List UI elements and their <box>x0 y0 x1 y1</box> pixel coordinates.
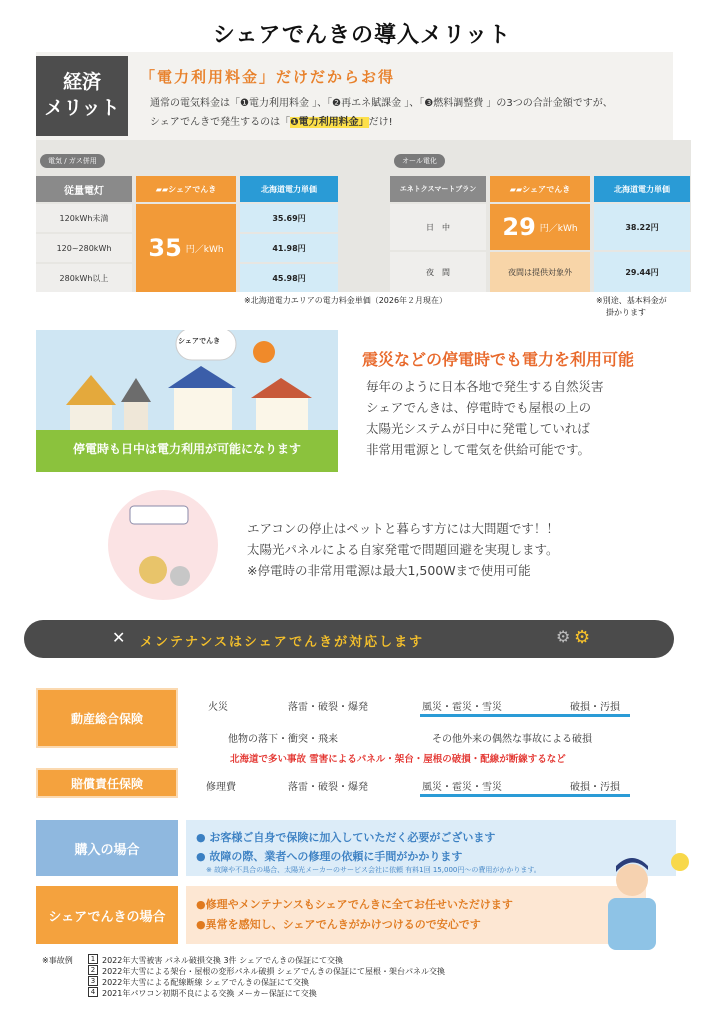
insurance-item: 修理費 <box>206 782 236 793</box>
insurance-item: 火災 <box>208 702 228 713</box>
insurance-item: 破損・汚損 <box>570 782 620 793</box>
insurance-item: 風災・雹災・雪災 <box>422 782 502 793</box>
purchase-point: ● 故障の際、業者への修理の依頼に手間がかかります <box>196 850 463 863</box>
left-table-group-badge: 電気 / ガス併用 <box>40 154 105 168</box>
coverage-bar <box>420 714 630 717</box>
examples-label: ※事故例 <box>42 956 73 965</box>
right-col-header-share <box>490 176 590 202</box>
gear-icon-large: ⚙ <box>574 627 591 648</box>
share-logo-icon: ▰▰ <box>155 184 169 194</box>
right-night-note: 夜間は提供対象外 <box>490 252 590 292</box>
insurance-item: その他外来の偶然な事故による破損 <box>432 734 592 745</box>
lightbulb-icon <box>671 853 689 871</box>
example-item: 2022年大雪による架台・屋根の変形パネル破損 シェアでんきの保証にて屋根・架台パネル交換 <box>102 967 445 976</box>
desc-highlight: ❶電力利用料金」 <box>290 117 369 128</box>
economy-desc-line2 <box>150 113 670 132</box>
pet-body <box>247 518 559 581</box>
right-col-header-plan: エネトクスマートプラン <box>390 176 486 202</box>
left-row-label: 120~280kWh <box>36 234 132 262</box>
example-item: 2021年パワコン初期不良による交換 メーカー保証にて交換 <box>102 989 317 998</box>
economy-label <box>36 56 128 136</box>
left-col-header-share <box>136 176 236 202</box>
left-hepco-price: 45.98円 <box>240 264 338 292</box>
hepco-note: ※北海道電力エリアの電力料金単価（2026年２月現在） <box>244 296 448 305</box>
share-logo-icon: ▰▰ <box>509 184 523 194</box>
left-row-label: 280kWh以上 <box>36 264 132 292</box>
economy-label-line1: 経済 <box>62 71 101 93</box>
example-number: 3 <box>88 976 98 986</box>
right-share-price <box>490 204 590 250</box>
left-share-logo-text: シェアでんき <box>168 184 217 194</box>
example-item: 2022年大雪被害 パネル破損交換 3件 シェアでんきの保証にて交換 <box>102 956 344 965</box>
economy-heading: 「電力利用料金」だけだからお得 <box>140 68 396 86</box>
property-insurance-label: 動産総合保険 <box>36 688 178 748</box>
insurance-item: 落雷・破裂・爆発 <box>288 782 368 793</box>
pet-line: エアコンの停止はペットと暮らす方には大問題です！！ <box>247 521 559 536</box>
left-hepco-price: 35.69円 <box>240 204 338 232</box>
example-item: 2022年大雪による配線断線 シェアでんきの保証にて交換 <box>102 978 309 987</box>
left-share-price <box>136 204 236 292</box>
example-number: 1 <box>88 954 98 964</box>
illustration-caption: 停電時も日中は電力利用が可能になります <box>72 442 301 456</box>
economy-desc-line1: 通常の電気料金は「❶電力利用料金 」、「❷再エネ賦課金 」、「❸燃料調整費 」の3つの合計金額ですが、 <box>150 98 613 109</box>
desc-pre: シェアでんきで発生するのは「 <box>150 117 291 128</box>
insurance-item: 落雷・破裂・爆発 <box>288 702 368 713</box>
right-row-label: 日 中 <box>390 204 486 250</box>
left-col-header-plan: 従量電灯 <box>36 176 132 202</box>
right-share-logo-text: シェアでんき <box>522 184 571 194</box>
cat-icon <box>170 566 190 586</box>
maintenance-banner-text: メンテナンスはシェアでんきが対応します <box>140 635 425 650</box>
right-row-label: 夜 間 <box>390 252 486 292</box>
purchase-fee-note: ※ 故障や不具合の場合、太陽光メーカーのサービス会社に依頼 有料1回 15,000円〜の費用がかかります。 <box>206 866 541 874</box>
insurance-item: 他物の落下・衝突・飛来 <box>228 734 338 745</box>
share-point: ●異常を感知し、シェアでんきがかけつけるので安心です <box>196 918 481 931</box>
share-case-box <box>186 886 646 944</box>
basic-fee-note-2: 掛かります <box>606 308 646 317</box>
share-point: ●修理やメンテナンスもシェアでんきに全てお任せいただけます <box>196 898 513 911</box>
right-hepco-price: 38.22円 <box>594 204 690 250</box>
disaster-body <box>366 376 604 460</box>
person-illustration <box>590 850 700 950</box>
coverage-bar <box>420 794 630 797</box>
solar-roof-icon <box>168 366 236 388</box>
dog-icon <box>139 556 167 584</box>
share-case-label: シェアでんきの場合 <box>36 886 178 944</box>
person-svg <box>590 850 700 950</box>
insurance-item: 風災・雹災・雪災 <box>422 702 502 713</box>
right-table-group-badge: オール電化 <box>394 154 445 168</box>
purchase-case-label: 購入の場合 <box>36 820 178 876</box>
left-row-label: 120kWh未満 <box>36 204 132 232</box>
right-share-price-unit: 円／kWh <box>539 223 578 234</box>
desc-post: だけ! <box>368 117 393 128</box>
pet-line: 太陽光パネルによる自家発電で問題回避を実現します。 <box>247 542 559 557</box>
insurance-item: 破損・汚損 <box>570 702 620 713</box>
disaster-line: 非常用電源として電気を供給可能です。 <box>366 442 591 457</box>
right-col-header-hepco: 北海道電力単価 <box>594 176 690 202</box>
left-share-price-value: 35 <box>148 234 182 262</box>
example-number: 2 <box>88 965 98 975</box>
right-share-price-value: 29 <box>502 213 536 241</box>
left-col-header-hepco: 北海道電力単価 <box>240 176 338 202</box>
disaster-line: 太陽光システムが日中に発電していれば <box>366 421 590 436</box>
pet-illustration <box>108 490 218 600</box>
disaster-line: シェアでんきは、停電時でも屋根の上の <box>366 400 592 415</box>
page-title: シェアでんきの導入メリット <box>212 23 512 48</box>
liability-insurance-label: 賠償責任保険 <box>36 768 178 798</box>
hokkaido-accident-note: 北海道で多い事故 雪害によるパネル・架台・屋根の破損・配線が断線するなど <box>230 754 566 765</box>
price-tables-panel <box>36 140 691 292</box>
left-share-price-unit: 円／kWh <box>185 244 224 255</box>
purchase-point: ● お客様ご自身で保険に加入していただく必要がございます <box>196 831 496 844</box>
air-conditioner-icon <box>130 506 188 524</box>
wrench-icon: ✕ <box>112 628 126 647</box>
disaster-line: 毎年のように日本各地で発生する自然災害 <box>366 379 604 394</box>
house-share-badge: シェアでんき <box>178 337 221 345</box>
gear-icon: ⚙ <box>556 627 571 646</box>
economy-label-line2: メリット <box>44 97 120 119</box>
basic-fee-note: ※別途、基本料金が <box>596 296 667 305</box>
sun-icon <box>253 341 275 363</box>
disaster-heading: 震災などの停電時でも電力を利用可能 <box>362 350 635 369</box>
example-number: 4 <box>88 987 98 997</box>
pet-line: ※停電時の非常用電源は最大1,500Wまで使用可能 <box>247 563 531 578</box>
pet-svg <box>108 490 218 600</box>
economy-description <box>150 94 670 132</box>
left-hepco-price: 41.98円 <box>240 234 338 262</box>
right-hepco-price: 29.44円 <box>594 252 690 292</box>
